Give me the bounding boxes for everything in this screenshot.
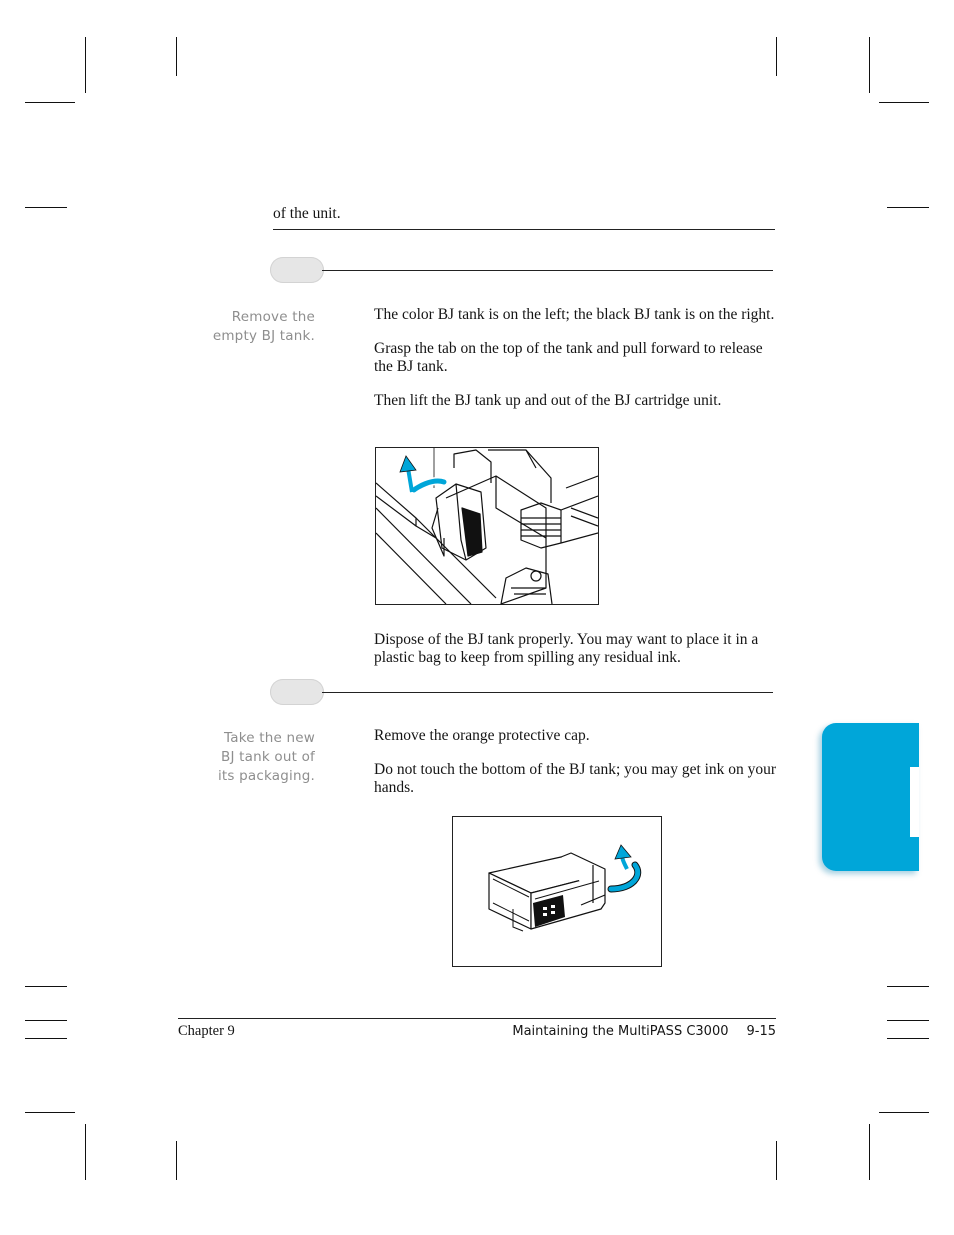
step-side-note — [190, 308, 315, 346]
paragraph: Grasp the tab on the top of the tank and pull forward to release the BJ tank. — [374, 340, 763, 375]
crop-mark — [25, 986, 67, 987]
step-side-note — [190, 729, 315, 786]
figure-remove-bj-tank — [375, 447, 599, 605]
side-note-line: Remove the — [231, 309, 315, 325]
section-divider — [273, 229, 775, 230]
side-note-line: empty BJ tank. — [212, 328, 315, 344]
step-instructions — [374, 727, 780, 797]
crop-mark — [887, 1020, 929, 1021]
crop-mark — [869, 1124, 870, 1180]
step-number-badge — [270, 257, 324, 283]
crop-mark — [85, 1124, 86, 1180]
crop-mark — [869, 37, 870, 93]
crop-mark — [879, 1112, 929, 1113]
crop-mark — [176, 37, 177, 76]
bj-cartridge-illustration — [376, 448, 598, 604]
footer-chapter: Chapter 9 — [178, 1023, 235, 1039]
footer-rule — [178, 1018, 776, 1019]
crop-mark — [25, 1038, 67, 1039]
page-number: 9-15 — [746, 1024, 776, 1039]
side-note-line: BJ tank out of — [221, 749, 315, 765]
bj-tank-illustration — [453, 817, 661, 966]
crop-mark — [887, 1038, 929, 1039]
crop-mark — [176, 1141, 177, 1180]
footer-title: Maintaining the MultiPASS C3000 — [512, 1024, 729, 1039]
figure-new-bj-tank — [452, 816, 662, 967]
crop-mark — [25, 1112, 75, 1113]
curved-down-arrow-icon — [611, 845, 638, 889]
crop-mark — [887, 986, 929, 987]
crop-mark — [776, 37, 777, 76]
disposal-note: Dispose of the BJ tank properly. You may want to place it in a plastic bag to keep from spilling any residual ink. — [374, 631, 759, 666]
step-instructions — [374, 306, 780, 410]
footer-title-page — [480, 1024, 776, 1039]
crop-mark — [887, 207, 929, 208]
side-note-line: its packaging. — [217, 768, 315, 784]
step-rule — [322, 692, 773, 693]
paragraph: Then lift the BJ tank up and out of the BJ cartridge unit. — [374, 392, 722, 409]
crop-mark — [776, 1141, 777, 1180]
step-rule — [322, 270, 773, 271]
crop-mark — [85, 37, 86, 93]
step-number-badge — [270, 679, 324, 705]
crop-mark — [879, 102, 929, 103]
crop-mark — [25, 207, 67, 208]
crop-mark — [25, 102, 75, 103]
paragraph: The color BJ tank is on the left; the black BJ tank is on the right. — [374, 306, 775, 323]
crop-mark — [25, 1020, 67, 1021]
paragraph: Remove the orange protective cap. — [374, 727, 590, 744]
side-note-line: Take the new — [224, 730, 315, 746]
continued-text: of the unit. — [273, 205, 341, 222]
curved-up-arrow-icon — [400, 456, 444, 492]
paragraph: Do not touch the bottom of the BJ tank; you may get ink on your hands. — [374, 761, 777, 796]
